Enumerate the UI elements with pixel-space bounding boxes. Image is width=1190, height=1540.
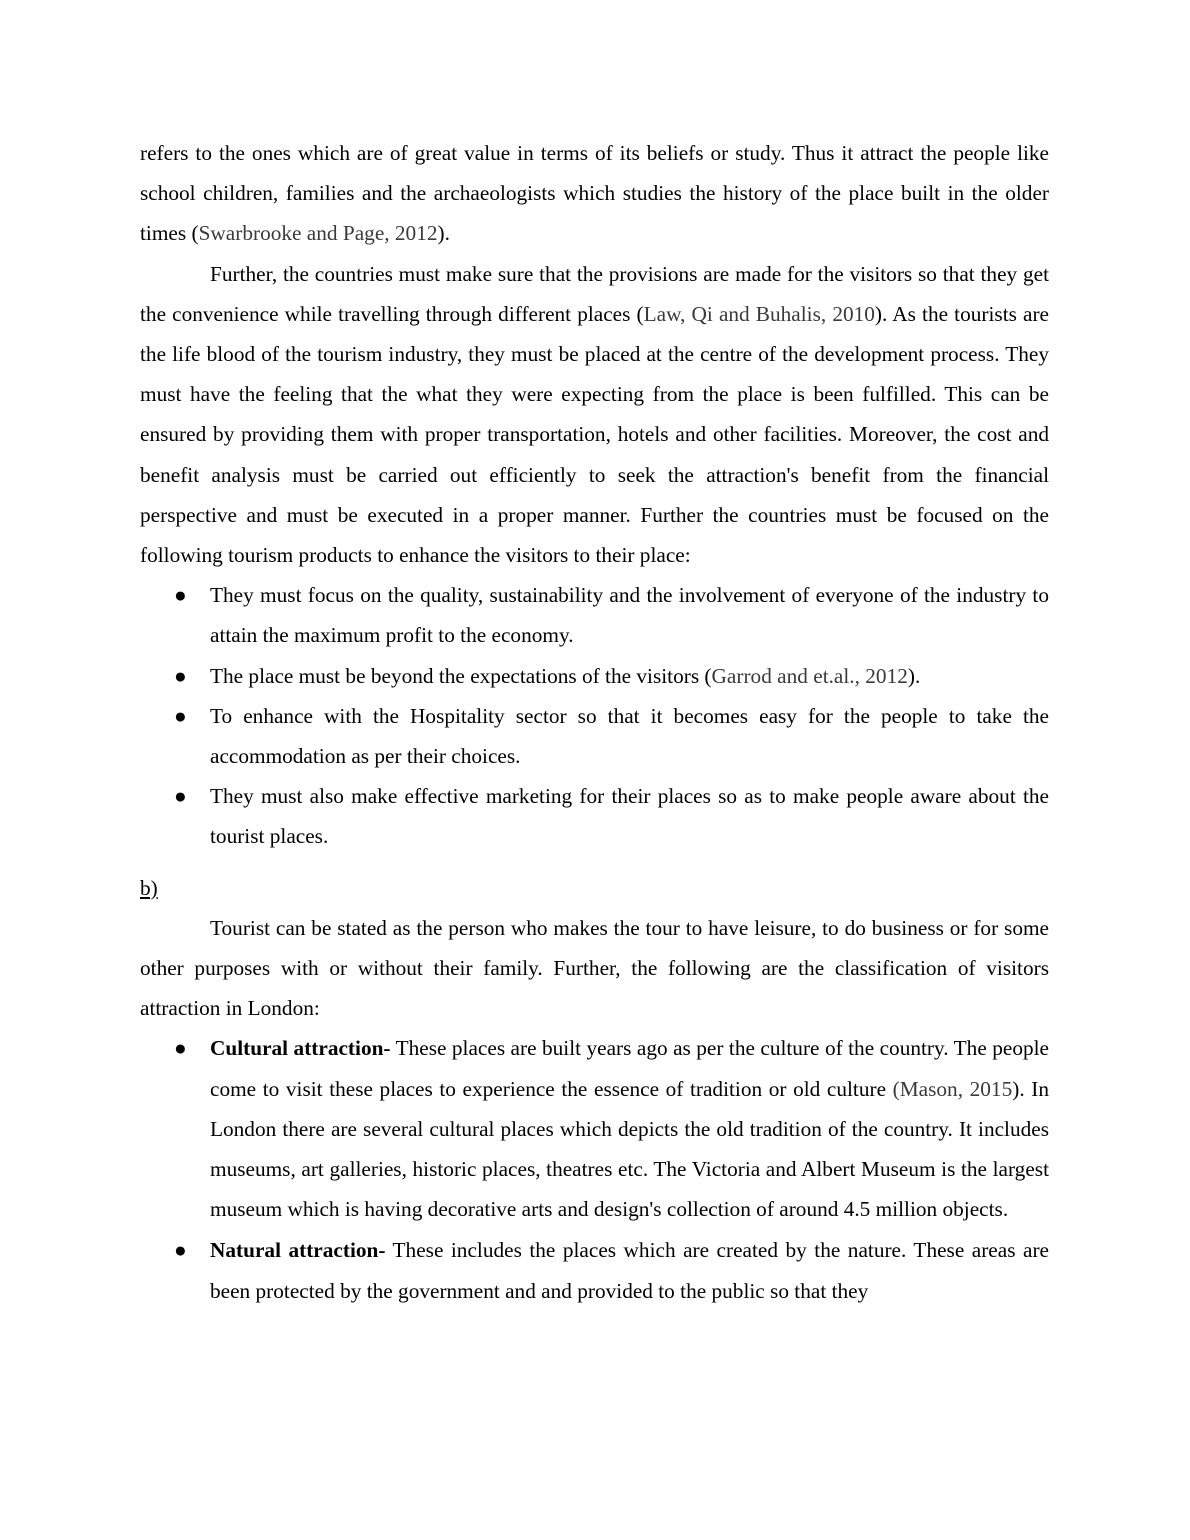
document-page: [140, 133, 1049, 1311]
citation-mason: (Mason, 2015: [892, 1076, 1013, 1101]
bullet-icon: ●: [174, 1238, 187, 1263]
citation-swarbrooke: Swarbrooke and Page, 2012: [198, 221, 438, 246]
further-text-after: ). As the tourists are the life blood of the tourism industry, they must be placed at the centre of the development process. They must have the feeling that the what they were expecting from the place is been fulfilled. This can be ensured by providing them with proper transportation, hotels and other facilities. Moreover, the cost and benefit analysis must be carried out efficiently to seek the attraction's benefit from the financial perspective and must be executed in a proper manner. Further the countries must be focused on the following tourism products to enhance the visitors to their place:: [140, 301, 1050, 568]
intro-text: refers to the ones which are of great value in terms of its beliefs or study. Thus it attract the people like school children, families and the archaeologists which studies the history of the place built in the older times: [140, 141, 1049, 246]
bullet-icon: ●: [174, 1036, 187, 1061]
bullet-icon: ●: [174, 583, 187, 608]
cite-close: ).: [437, 221, 450, 246]
list-item-text: To enhance with the Hospitality sector so that it becomes easy for the people to take the accommodation as per their choices.: [210, 703, 1049, 769]
intro-paragraph: [140, 133, 1049, 254]
citation-garrod: Garrod and et.al., 2012: [711, 663, 908, 688]
list-item: [140, 776, 1049, 856]
list-item: [140, 1230, 1049, 1310]
list-item-text: These includes the places which are created by the nature. These areas are been protected by the government and and provided to the public so that they: [210, 1238, 1049, 1303]
list-item-text-after: ).: [907, 663, 921, 688]
further-text-before: Further, the countries must make sure that the provisions are made for the visitors so that they get the convenience while travelling through different places (: [140, 261, 1049, 326]
section-b-paragraph: Tourist can be stated as the person who makes the tour to have leisure, to do business or for some other purposes with or without their family. Further, the following are the classification of visitors attraction in London:: [140, 915, 1049, 1021]
list-item-text: The place must be beyond the expectations of the visitors (: [210, 663, 712, 688]
bullet-icon: ●: [174, 663, 187, 688]
bullet-icon: ●: [174, 703, 187, 728]
list-item-text-after: ). In London there are several cultural places which depicts the old tradition of the country. It includes museums, art galleries, historic places, theatres etc. The Victoria and Albert Museum is the largest museum which is having decorative arts and design's collection of around 4.5 million objects.: [210, 1076, 1049, 1222]
natural-attraction-title: Natural attraction-: [210, 1238, 386, 1263]
bullet-icon: ●: [174, 784, 187, 809]
list-item: [140, 696, 1049, 776]
list-item-text: They must also make effective marketing for their places so as to make people aware about the tourist places.: [210, 784, 1049, 849]
cite-open: (: [191, 221, 199, 246]
cultural-attraction-title: Cultural attraction-: [210, 1036, 391, 1061]
list-item-text: They must focus on the quality, sustainability and the involvement of everyone of the industry to attain the maximum profit to the economy.: [210, 583, 1049, 648]
section-b-heading: b): [140, 875, 158, 900]
list-item: [140, 656, 1049, 696]
list-item: [140, 1028, 1049, 1229]
list-item-text: These places are built years ago as per the culture of the country. The people come to visit these places to experience the essence of tradition or old culture: [210, 1036, 1049, 1101]
attractions-list: [140, 1028, 1049, 1310]
list-item: [140, 575, 1049, 655]
further-paragraph: [140, 254, 1049, 576]
citation-law: Law, Qi and Buhalis, 2010: [643, 301, 875, 326]
products-list: [140, 575, 1049, 856]
